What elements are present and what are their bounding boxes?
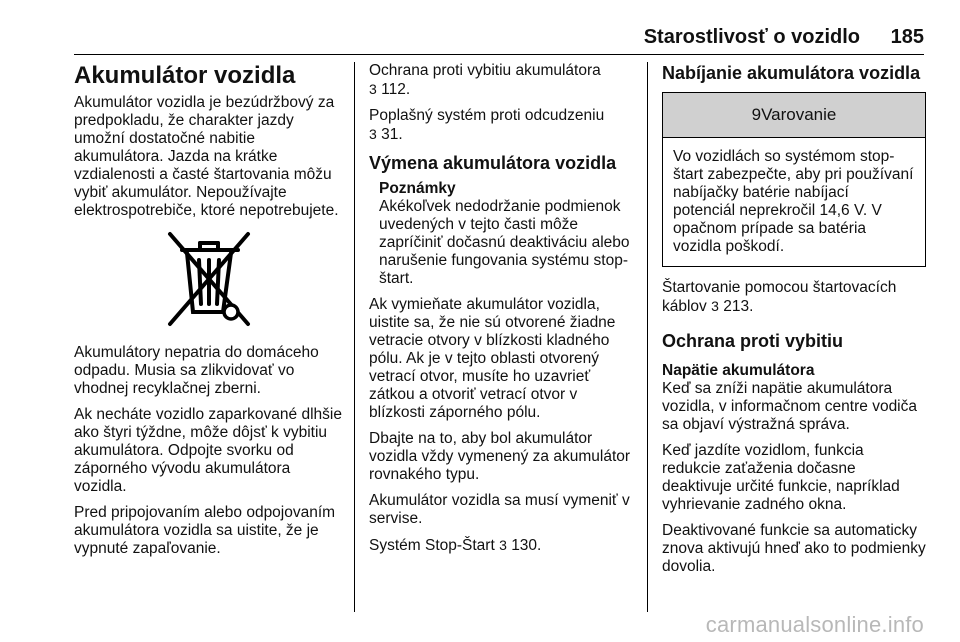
cross-reference bbox=[369, 62, 637, 99]
reference-arrow-icon: 3 bbox=[369, 126, 377, 142]
heading-discharge-protection: Ochrana proti vybitiu bbox=[662, 331, 844, 351]
paragraph: Keď jazdíte vozidlom, funkcia redukcie zaťaženia dočasne deaktivuje určité funkcie, napríklad vyhrievanie zadného okna. bbox=[662, 442, 900, 513]
column-divider-1 bbox=[354, 62, 355, 612]
note-text: Akékoľvek nedodržanie podmienok uvedených v tejto časti môže zapríčiniť dočasnú deaktiváciu alebo narušenie fungovania systému stop-štart. bbox=[379, 198, 630, 287]
heading-battery-replacement: Výmena akumulátora vozidla bbox=[369, 153, 617, 173]
column-divider-2 bbox=[647, 62, 648, 612]
heading-battery-charging: Nabíjanie akumulátora vozidla bbox=[662, 63, 921, 83]
subheading-battery-voltage: Napätie akumulátora bbox=[662, 362, 815, 379]
paragraph: Keď sa zníži napätie akumulátora vozidla, v informačnom centre vodiča sa objaví výstražná správa. bbox=[662, 380, 918, 433]
reference-arrow-icon: 3 bbox=[711, 298, 719, 314]
note-title: Poznámky bbox=[379, 180, 456, 197]
reference-arrow-icon: 3 bbox=[369, 81, 377, 97]
reference-page[interactable]: 31. bbox=[381, 126, 403, 143]
reference-page[interactable]: 112. bbox=[381, 81, 411, 98]
cross-reference bbox=[369, 107, 637, 144]
watermark: carmanualsonline.info bbox=[705, 612, 924, 637]
paragraph: Dbajte na to, aby bol akumulátor vozidla vždy vymenený za akumulátor rovnakého typu. bbox=[369, 430, 631, 483]
reference-page[interactable]: 130. bbox=[511, 537, 542, 554]
paragraph: Ak necháte vozidlo zaparkované dlhšie ako štyri týždne, môže dôjsť k vybitiu akumulátora. Odpojte svorku od záporného vývodu akumulátora vozidla. bbox=[74, 406, 342, 495]
column-2 bbox=[369, 62, 637, 563]
reference-text: Systém Stop-Štart bbox=[369, 537, 495, 554]
cross-reference bbox=[662, 279, 926, 316]
warning-header bbox=[663, 93, 925, 138]
reference-text: Poplašný systém proti odcudzeniu bbox=[369, 107, 605, 124]
reference-text: Štartovanie pomocou štartovacích káblov bbox=[662, 279, 897, 315]
header-divider bbox=[74, 54, 924, 55]
warning-title: Varovanie bbox=[761, 105, 837, 124]
heading-battery: Akumulátor vozidla bbox=[74, 62, 296, 89]
paragraph: Ak vymieňate akumulátor vozidla, uistite sa, že nie sú otvorené žiadne vetracie otvory v blízkosti kladného pólu. Ak je v tejto oblasti otvorený vetrací otvor, musíte ho uzavrieť zátkou a otvoriť vetrací otvor v blízkosti záporného pólu. bbox=[369, 296, 616, 421]
cross-reference bbox=[369, 536, 637, 555]
page-header bbox=[74, 26, 924, 48]
paragraph: Deaktivované funkcie sa automaticky znova aktivujú hneď ako to podmienky dovolia. bbox=[662, 522, 926, 575]
section-title: Starostlivosť o vozidlo bbox=[643, 26, 860, 48]
column-3 bbox=[662, 62, 926, 584]
paragraph: Akumulátor vozidla sa musí vymeniť v servise. bbox=[369, 492, 630, 527]
reference-page[interactable]: 213. bbox=[723, 298, 754, 315]
column-1 bbox=[74, 62, 342, 566]
paragraph: Pred pripojovaním alebo odpojovaním akumulátora vozidla sa uistite, že je vypnuté zapaľovanie. bbox=[74, 504, 336, 557]
reference-arrow-icon: 3 bbox=[499, 537, 507, 553]
warning-box bbox=[662, 92, 926, 267]
warning-text: Vo vozidlách so systémom stop-štart zabezpečte, aby pri používaní nabíjačky batérie nabíjací potenciál neprekročil 14,6 V. V opačnom prípade sa batéria vozidla poškodí. bbox=[673, 148, 914, 255]
page-number: 185 bbox=[890, 26, 924, 48]
reference-text: Ochrana proti vybitiu akumulátora bbox=[369, 62, 601, 79]
crossed-out-wheelie-bin-icon bbox=[74, 228, 342, 332]
paragraph: Akumulátory nepatria do domáceho odpadu. Musia sa zlikvidovať vo vhodnej recyklačnej zberni. bbox=[74, 344, 319, 397]
warning-symbol: 9 bbox=[751, 105, 762, 124]
note-box bbox=[369, 180, 637, 288]
paragraph: Akumulátor vozidla je bezúdržbový za predpokladu, že charakter jazdy umožní dostatočné nabitie akumulátora. Jazda na krátke vzdialenosti a časté štartovania môžu vybiť akumulátor. Nepoužívajte elektrospotrebiče, ktoré nepotrebujete. bbox=[74, 94, 339, 219]
